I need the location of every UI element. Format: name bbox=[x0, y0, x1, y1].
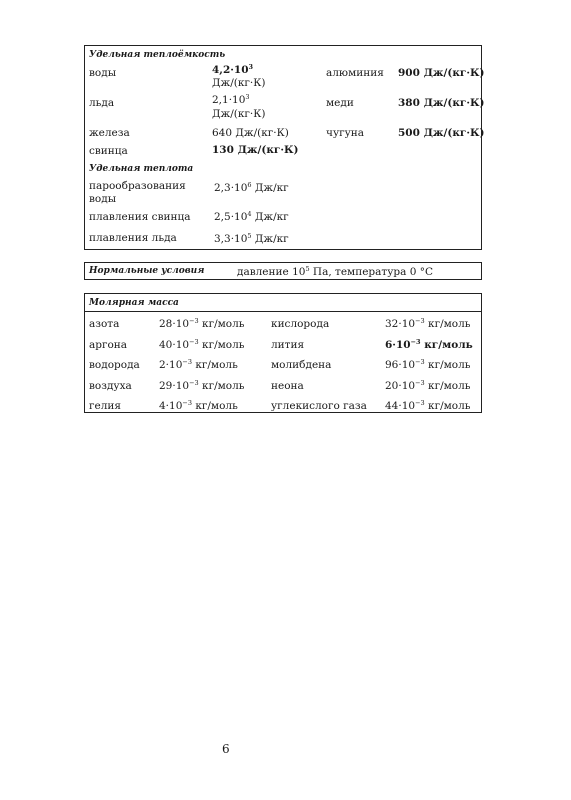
molar-mass-value: $96\cdot 10^{-3}$ кг/моль bbox=[385, 358, 471, 371]
specific-heat-name: воды bbox=[89, 193, 117, 205]
molar-mass-value: $4\cdot 10^{-3}$ кг/моль bbox=[159, 399, 238, 412]
heat-capacity-name: льда bbox=[89, 97, 115, 109]
molar-mass-value: $40\cdot 10^{-3}$ кг/моль bbox=[159, 338, 245, 351]
molar-mass-value: $6\cdot 10^{-3}$ кг/моль bbox=[385, 338, 473, 351]
heat-capacity-value: 640 Дж/(кг·К) bbox=[212, 127, 289, 139]
page-number: 6 bbox=[222, 742, 230, 756]
heat-capacity-unit: Дж/(кг·К) bbox=[212, 77, 266, 89]
molar-mass-name: лития bbox=[271, 339, 305, 351]
heat-capacity-name: свинца bbox=[89, 145, 128, 157]
heat-capacity-name: меди bbox=[326, 97, 354, 109]
molar-mass-header-rule bbox=[84, 311, 482, 312]
heat-capacity-name: чугуна bbox=[326, 127, 365, 139]
molar-mass-name: гелия bbox=[89, 400, 122, 412]
heat-capacity-value: 500 Дж/(кг·К) bbox=[398, 127, 485, 139]
specific-heat-name: парообразования bbox=[89, 180, 186, 192]
molar-mass-name: кислорода bbox=[271, 318, 330, 330]
molar-mass-value: $28\cdot 10^{-3}$ кг/моль bbox=[159, 317, 245, 330]
molar-mass-value: $32\cdot 10^{-3}$ кг/моль bbox=[385, 317, 471, 330]
section-header-specific-heat: Удельная теплота bbox=[89, 164, 194, 174]
specific-heat-name: плавления льда bbox=[89, 232, 177, 244]
molar-mass-name: азота bbox=[89, 318, 120, 330]
molar-mass-name: неона bbox=[271, 380, 304, 392]
molar-mass-name: водорода bbox=[89, 359, 140, 371]
molar-mass-name: молибдена bbox=[271, 359, 332, 371]
heat-capacity-value: 130 Дж/(кг·К) bbox=[212, 144, 299, 156]
heat-capacity-name: железа bbox=[89, 127, 130, 139]
molar-mass-name: воздуха bbox=[89, 380, 132, 392]
heat-capacity-value: $4,2\cdot 10^3$ bbox=[212, 63, 254, 76]
heat-capacity-name: алюминия bbox=[326, 67, 384, 79]
molar-mass-value: $29\cdot 10^{-3}$ кг/моль bbox=[159, 379, 245, 392]
molar-mass-value: $44\cdot 10^{-3}$ кг/моль bbox=[385, 399, 471, 412]
specific-heat-value: $3,3\cdot 10^5$ Дж/кг bbox=[214, 232, 289, 245]
molar-mass-name: аргона bbox=[89, 339, 128, 351]
molar-mass-name: углекислого газа bbox=[271, 400, 367, 412]
heat-capacity-name: воды bbox=[89, 67, 117, 79]
section-header-normal-conditions: Нормальные условия bbox=[89, 266, 205, 276]
heat-capacity-value: $2,1\cdot 10^3$ bbox=[212, 93, 250, 106]
section-header-heat-capacity: Удельная теплоёмкость bbox=[89, 50, 226, 60]
section-header-molar-mass: Молярная масса bbox=[89, 298, 179, 308]
molar-mass-value: $2\cdot 10^{-3}$ кг/моль bbox=[159, 358, 238, 371]
specific-heat-name: плавления свинца bbox=[89, 211, 191, 223]
specific-heat-value: $2,3\cdot 10^6$ Дж/кг bbox=[214, 181, 289, 194]
specific-heat-value: $2,5\cdot 10^4$ Дж/кг bbox=[214, 210, 289, 223]
heat-capacity-value: 900 Дж/(кг·К) bbox=[398, 67, 485, 79]
heat-capacity-unit: Дж/(кг·К) bbox=[212, 108, 266, 120]
molar-mass-value: $20\cdot 10^{-3}$ кг/моль bbox=[385, 379, 471, 392]
heat-capacity-value: 380 Дж/(кг·К) bbox=[398, 97, 485, 109]
normal-conditions-text: давление $10^5$ Па, температура 0 °С bbox=[237, 265, 433, 278]
